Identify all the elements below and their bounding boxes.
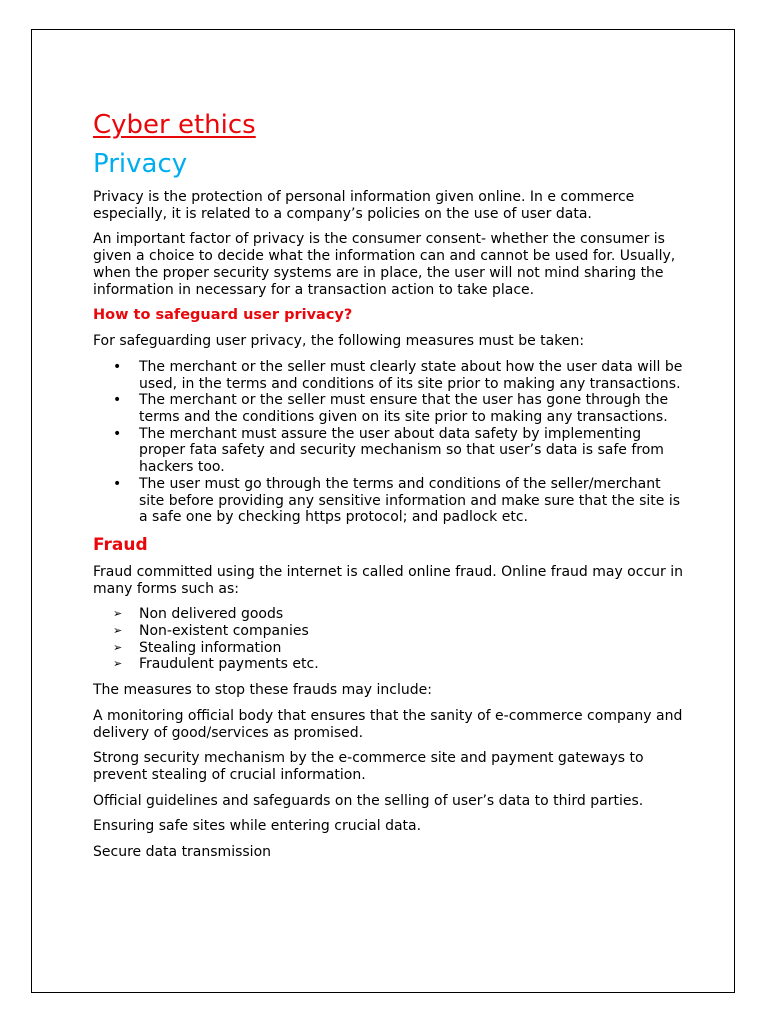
fraud-measure: Strong security mechanism by the e-commerce site and payment gateways to prevent stealing of crucial information. — [93, 750, 644, 783]
privacy-paragraph: An important factor of privacy is the consumer consent- whether the consumer is given a choice to decide what the information can and cannot be used for. Usually, when the proper security systems are in place, the user will not mind sharing the information in necessary for a transaction action to take place. — [93, 231, 676, 298]
fraud-forms-list — [93, 606, 683, 673]
document-title: Cyber ethics — [93, 110, 256, 140]
bullet-icon: • — [113, 358, 122, 375]
fraud-heading: Fraud — [93, 534, 148, 555]
arrow-bullet-icon: ➢ — [113, 640, 123, 654]
safeguard-intro: For safeguarding user privacy, the following measures must be taken: — [93, 333, 585, 350]
bullet-icon: • — [113, 475, 122, 492]
arrow-bullet-icon: ➢ — [113, 624, 123, 638]
list-item-text: Fraudulent payments etc. — [139, 656, 319, 673]
list-item-text: The user must go through the terms and conditions of the seller/merchant site before providing any sensitive information and make sure that the site is a safe one by checking https protocol; and padlock etc. — [139, 475, 681, 526]
list-item — [93, 606, 683, 623]
fraud-measure: Official guidelines and safeguards on the selling of user’s data to third parties. — [93, 792, 644, 809]
list-item — [93, 640, 683, 657]
safeguard-measures-list — [93, 359, 683, 526]
list-item-text: The merchant or the seller must clearly state about how the user data will be used, in the terms and conditions of its site prior to making any transactions. — [139, 358, 683, 392]
document-content — [93, 107, 683, 870]
bullet-icon: • — [113, 425, 122, 442]
privacy-paragraph: Privacy is the protection of personal information given online. In e commerce especially, it is related to a company’s policies on the use of user data. — [93, 189, 635, 222]
arrow-bullet-icon: ➢ — [113, 657, 123, 671]
list-item — [93, 426, 683, 476]
list-item-text: Non-existent companies — [139, 623, 309, 640]
safeguard-subheading: How to safeguard user privacy? — [93, 307, 353, 324]
list-item — [93, 359, 683, 392]
list-item-text: Stealing information — [139, 639, 282, 656]
fraud-measure: A monitoring official body that ensures that the sanity of e-commerce company and delivery of good/services as promised. — [93, 707, 683, 741]
fraud-measures-intro: The measures to stop these frauds may include: — [93, 682, 432, 699]
list-item — [93, 656, 683, 673]
fraud-measure: Ensuring safe sites while entering crucial data. — [93, 818, 422, 835]
list-item — [93, 392, 683, 425]
arrow-bullet-icon: ➢ — [113, 607, 123, 621]
privacy-heading: Privacy — [93, 149, 188, 179]
list-item — [93, 476, 683, 526]
bullet-icon: • — [113, 392, 122, 409]
fraud-measure: Secure data transmission — [93, 844, 272, 861]
list-item — [93, 623, 683, 640]
list-item-text: The merchant must assure the user about data safety by implementing proper fata safety and security mechanism so that user’s data is safe from hackers too. — [139, 425, 664, 476]
list-item-text: Non delivered goods — [139, 606, 284, 623]
fraud-intro: Fraud committed using the internet is called online fraud. Online fraud may occur in many forms such as: — [93, 563, 683, 597]
list-item-text: The merchant or the seller must ensure that the user has gone through the terms and the conditions given on its site prior to making any transactions. — [139, 392, 669, 426]
